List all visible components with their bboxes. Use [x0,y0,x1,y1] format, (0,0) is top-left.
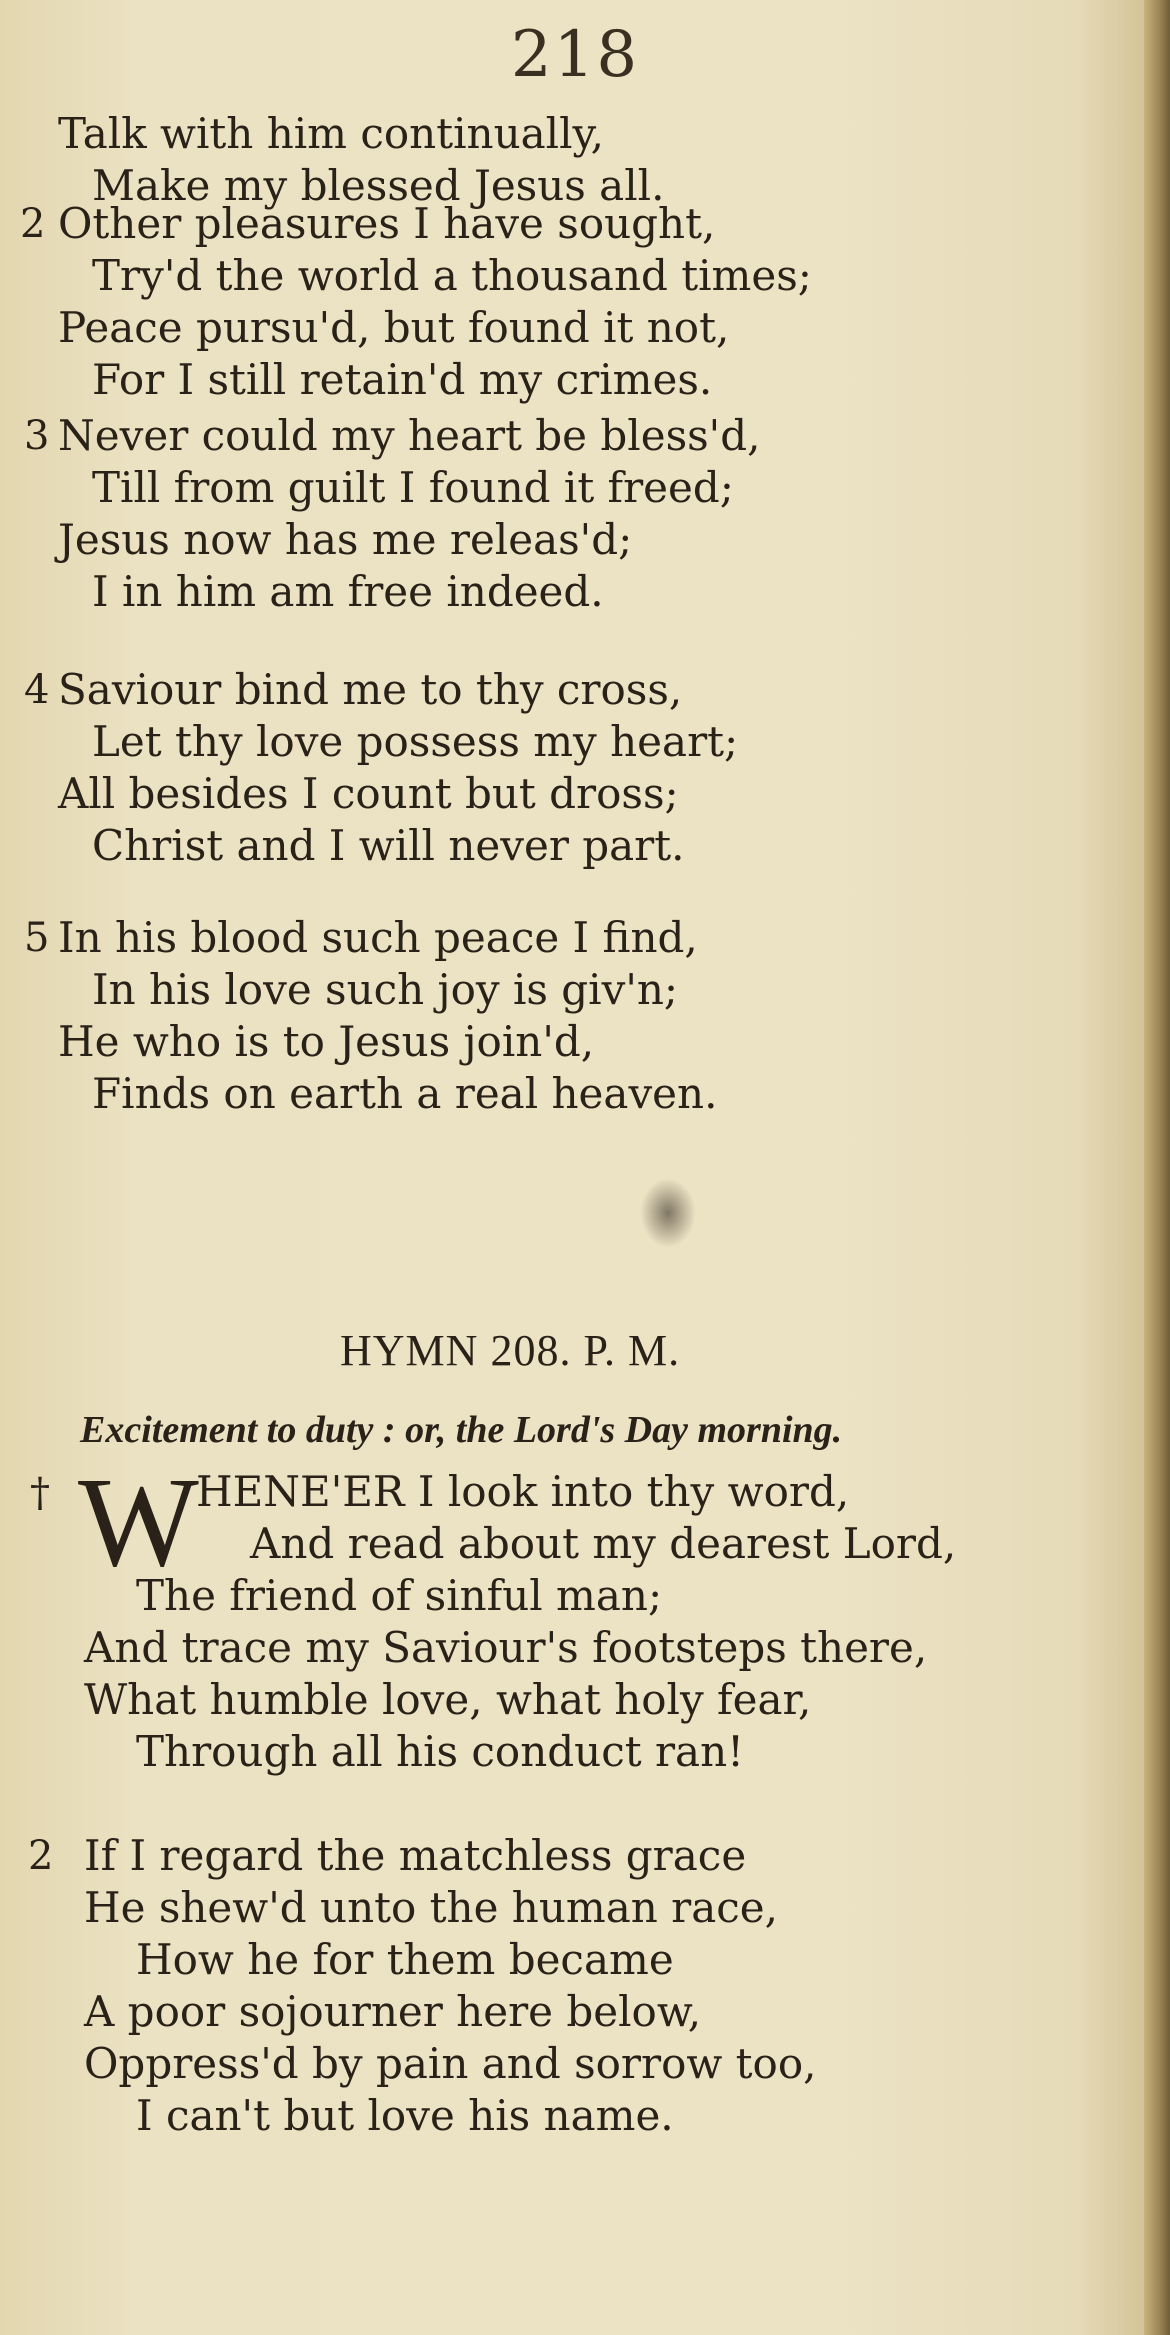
verse-line: He shew'd unto the human race, [84,1883,778,1932]
verse-number: 3 [24,413,50,459]
hymn-subtitle: Excitement to duty : or, the Lord's Day morning. [80,1409,843,1451]
verse-line: Never could my heart be bless'd, [58,411,761,460]
verse-number: 4 [24,667,50,713]
verse-line: And read about my dearest Lord, [250,1519,957,1568]
verse-number: 2 [20,201,46,247]
verse-line: Christ and I will never part. [92,821,685,870]
page-number: 218 [510,18,640,92]
verse-line: Make my blessed Jesus all. [92,161,665,210]
verse-line: Jesus now has me releas'd; [58,515,633,564]
verse-line: All besides I count but dross; [58,769,679,818]
verse-number: 2 [28,1833,54,1879]
verse-line: Peace pursu'd, but found it not, [58,303,730,352]
verse-line: If I regard the matchless grace [84,1831,747,1880]
verse-line: Talk with him continually, [58,109,605,158]
verse-line: For I still retain'd my crimes. [92,355,713,404]
verse-line: In his love such joy is giv'n; [92,965,679,1014]
verse-line: Try'd the world a thousand times; [92,251,812,300]
verse-line: Let thy love possess my heart; [92,717,739,766]
drop-cap: W [78,1451,199,1593]
verse-line: HENE'ER I look into thy word, [196,1467,850,1516]
hymn-title: HYMN 208. P. M. [340,1326,681,1375]
verse-line: How he for them became [136,1935,674,1984]
verse-line: Oppress'd by pain and sorrow too, [84,2039,817,2088]
verse-line: Finds on earth a real heaven. [92,1069,718,1118]
page-edge [1144,0,1170,2335]
ink-blot [640,1178,696,1248]
verse-line: Saviour bind me to thy cross, [58,665,683,714]
verse-line: I can't but love his name. [136,2091,674,2140]
verse-line: What humble love, what holy fear, [84,1675,812,1724]
verse-line: And trace my Saviour's footsteps there, [84,1623,928,1672]
verse-line: He who is to Jesus join'd, [58,1017,595,1066]
verse-marker: † [30,1470,50,1516]
verse-line: Till from guilt I found it freed; [92,463,734,512]
verse-line: Other pleasures I have sought, [58,199,716,248]
verse-number: 5 [24,915,50,961]
verse-line: A poor sojourner here below, [84,1987,702,2036]
verse-line: Through all his conduct ran! [136,1727,744,1776]
verse-line: In his blood such peace I find, [58,913,698,962]
verse-line: I in him am free indeed. [92,567,604,616]
verse-line: The friend of sinful man; [136,1571,663,1620]
